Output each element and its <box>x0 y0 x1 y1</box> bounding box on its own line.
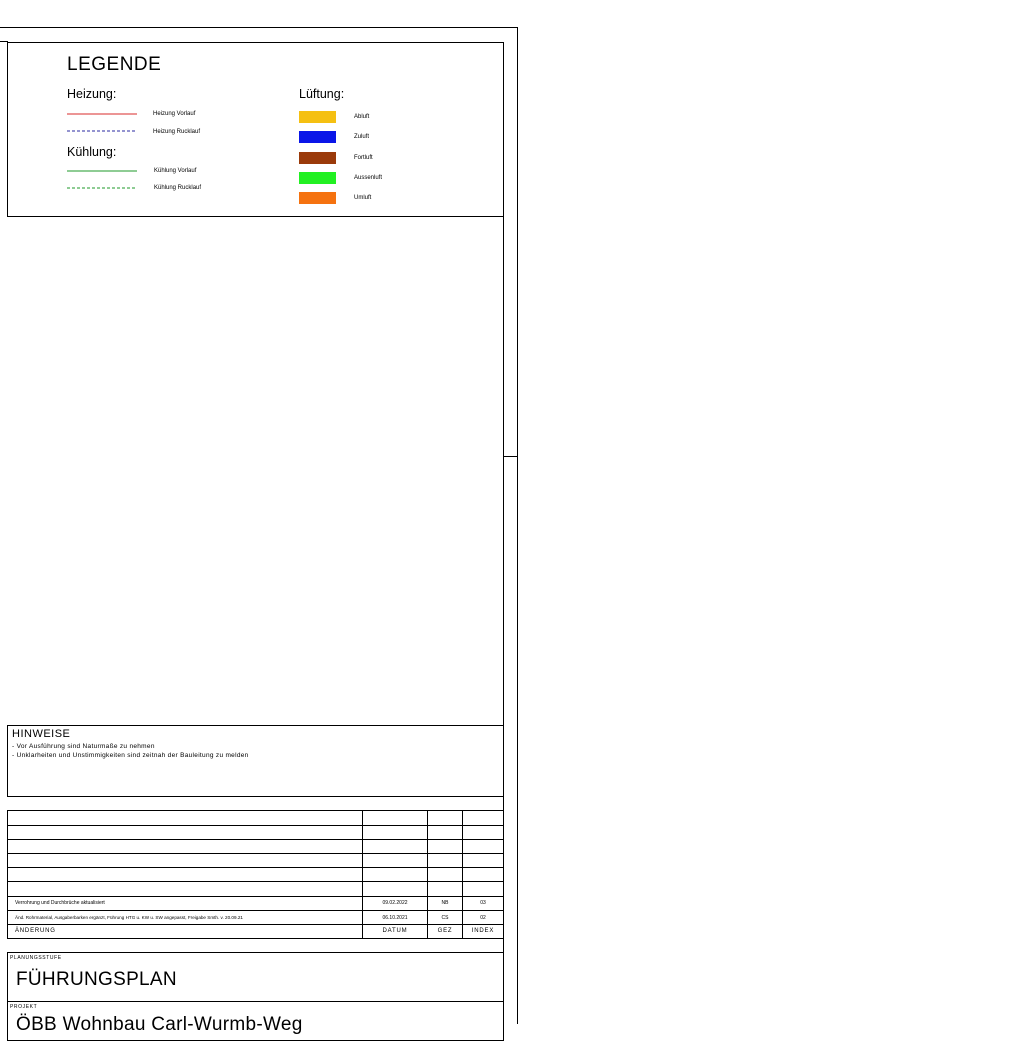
sheet-margin-tick <box>503 456 518 457</box>
cooling-return-line <box>67 186 139 190</box>
supply-air-label: Zuluft <box>354 134 370 140</box>
outgoing-air-label: Fortluft <box>354 155 373 161</box>
outside-air-swatch <box>299 172 336 184</box>
revision-row-divider <box>8 881 503 882</box>
revision-row-date: 09.02.2022 <box>382 900 408 906</box>
exhaust-air-label: Abluft <box>354 114 370 120</box>
notes-box <box>7 725 504 797</box>
revision-header-index: INDEX <box>471 928 495 934</box>
revision-row-divider <box>8 896 503 897</box>
revision-row-by: NB <box>441 900 449 906</box>
heating-return-line <box>67 129 139 133</box>
recirculated-air-swatch <box>299 192 336 204</box>
ventilation-heading: Lüftung: <box>299 87 345 101</box>
revision-row-divider <box>8 839 503 840</box>
planning-stage-value: FÜHRUNGSPLAN <box>16 969 177 990</box>
legend-title: LEGENDE <box>67 54 162 75</box>
cooling-return-label: Kühlung Rucklauf <box>154 185 202 191</box>
revision-row-date: 06.10.2021 <box>382 915 408 921</box>
revision-header-date: DATUM <box>382 928 408 934</box>
recirculated-air-label: Umluft <box>354 195 372 201</box>
planning-stage-label: PLANUNGSSTUFE <box>10 955 62 961</box>
project-label: PROJEKT <box>10 1004 38 1010</box>
revision-header-drawn: GEZ <box>437 928 453 934</box>
sheet-right-border <box>517 27 518 1024</box>
revision-row-text: Verrohrung und Durchbrüche aktualisiert <box>15 900 105 906</box>
planning-stage-box <box>7 952 504 1002</box>
project-value: ÖBB Wohnbau Carl-Wurmb-Weg <box>16 1014 303 1035</box>
revision-row-divider <box>8 853 503 854</box>
revision-row-by: CS <box>441 915 449 921</box>
outside-air-label: Aussenluft <box>354 175 383 181</box>
legend-box <box>7 42 504 217</box>
cooling-supply-label: Kühlung Vorlauf <box>154 168 197 174</box>
heating-supply-label: Heizung Vorlauf <box>153 111 196 117</box>
notes-line-1: - Vor Ausführung sind Naturmaße zu nehmen <box>12 743 155 750</box>
revision-row-divider <box>8 910 503 911</box>
exhaust-air-swatch <box>299 111 336 123</box>
notes-title: HINWEISE <box>12 728 71 740</box>
revision-row-divider <box>8 924 503 925</box>
revision-row-divider <box>8 867 503 868</box>
cooling-heading: Kühlung: <box>67 145 117 159</box>
revision-table <box>7 810 504 939</box>
revision-header-change: ÄNDERUNG <box>15 928 56 934</box>
revision-row-index: 02 <box>480 915 486 921</box>
revision-row-divider <box>8 825 503 826</box>
project-box <box>7 1001 504 1041</box>
sheet-top-border <box>0 27 518 28</box>
outgoing-air-swatch <box>299 152 336 164</box>
heating-return-label: Heizung Rucklauf <box>153 129 201 135</box>
revision-row-text: Änd. Rohrmaterial, Ausgaberbarken ergänzt, Führung HTG u. KW u. SW angepasst, Freigabe Smth. v. 20.09.21 <box>15 915 243 920</box>
heating-supply-line <box>67 112 139 116</box>
cooling-supply-line <box>67 169 139 173</box>
revision-row-index: 03 <box>480 900 486 906</box>
notes-line-2: - Unklarheiten und Unstimmigkeiten sind zeitnah der Bauleitung zu melden <box>12 752 249 759</box>
supply-air-swatch <box>299 131 336 143</box>
heating-heading: Heizung: <box>67 87 117 101</box>
